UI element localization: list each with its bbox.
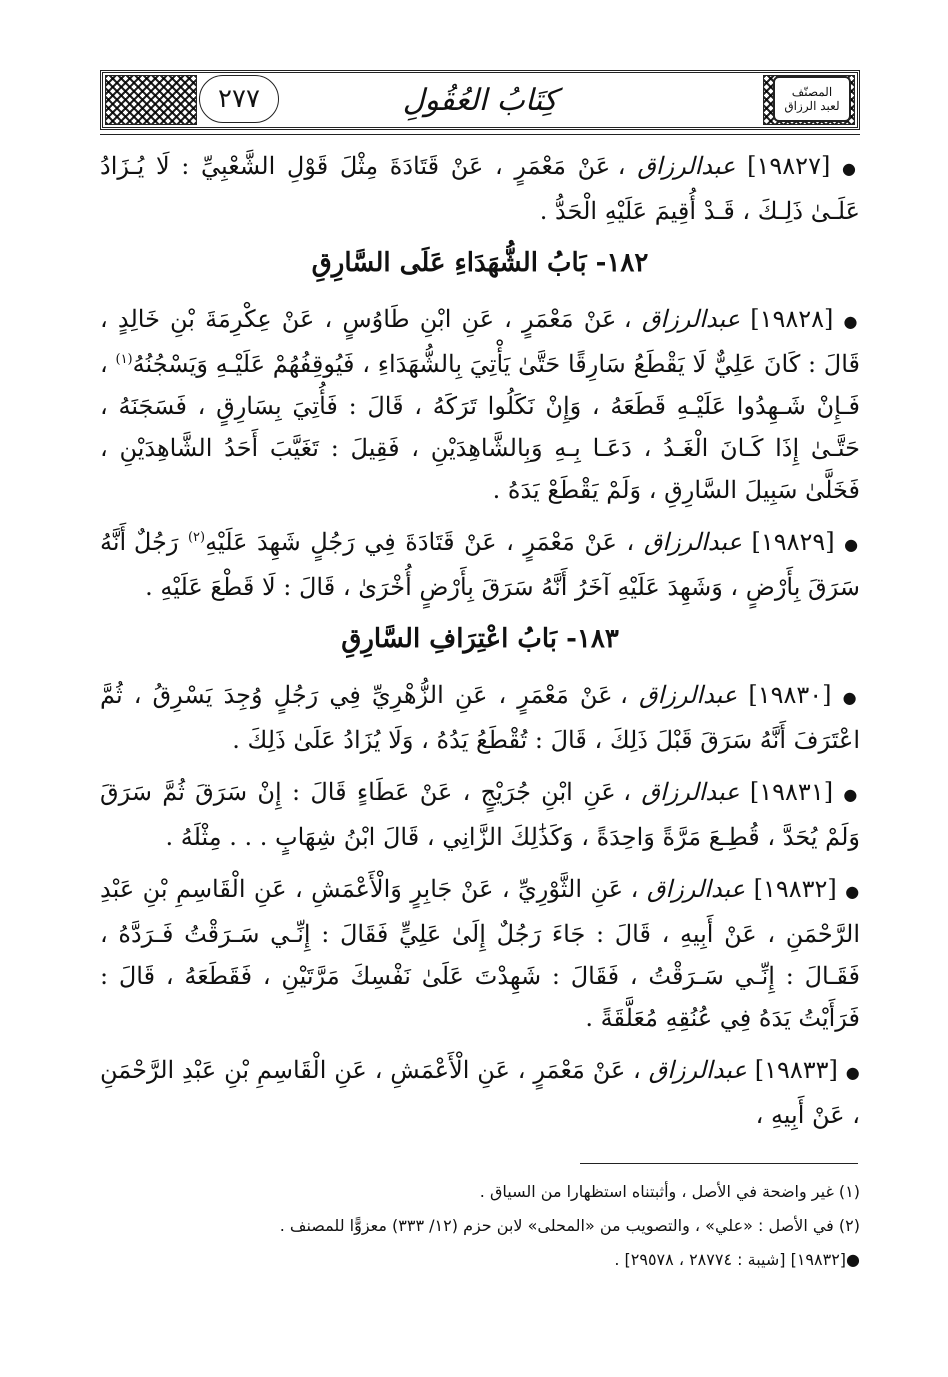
entry-text-part-a: ، عَنْ مَعْمَرٍ ، عَنِ ابْنِ طَاوُسٍ ، عَنْ عِكْرِمَةَ بْنِ خَالِدٍ ، قَالَ : كَانَ عَلِيٌّ لَا يَقْطَعُ سَارِقًا حَتَّىٰ يَأْتِيَ بِالشُّهَدَاءِ ، فَيُوقِفُهُمْ عَلَيْـهِ وَيَسْجُنُهُ [100, 305, 860, 378]
footnote-1: (١) غير واضحة في الأصل ، وأثبتناه استظهارا من السياق . [479, 1182, 860, 1201]
footnote-ref-2[interactable]: (٢) [187, 530, 206, 545]
entry-author: عبدالرزاق [643, 528, 742, 556]
entry-author: عبدالرزاق [648, 1056, 747, 1084]
entry-text: ، عَنِ ابْنِ جُرَيْجٍ ، عَنْ عَطَاءٍ قَالَ : إِنْ سَرَقَ ثُمَّ سَرَقَ وَلَمْ يُحَدَّ ، قُطِـعَ مَرَّةً وَاحِدَةً ، وَكَذَٰلِكَ الزَّانِي ، قَالَ ابْنُ شِهَابٍ . . . مِثْلَهُ . [100, 778, 860, 851]
book-title: كِتَابُ العُقُولِ [402, 82, 558, 118]
entry-text-part-b: رَجُلٌ أَنَّهُ سَرَقَ بِأَرْضٍ ، وَشَهِدَ عَلَيْهِ آخَرُ أَنَّهُ سَرَقَ بِأَرْضٍ أُخْرَىٰ ، قَالَ : لَا قَطْعَ عَلَيْهِ . [100, 528, 860, 601]
entry-text: ، عَنِ الثَّوْرِيِّ ، عَنْ جَابِرٍ وَالْأَعْمَشِ ، عَنِ الْقَاسِمِ بْنِ عَبْدِ الرَّحْمَنِ ، عَنْ أَبِيهِ ، قَالَ : جَاءَ رَجُلٌ إِلَىٰ عَلِيٍّ فَقَالَ : إِنِّـي سَـرَقْتُ فَـرَدَّهُ ، فَقَـالَ : إِنِّـي سَـرَقْتُ ، فَقَالَ : شَهِدْتَ عَلَىٰ نَفْسِكَ مَرَّتَيْنِ ، فَقَطَعَهُ ، قَالَ : فَرَأَيْتُ يَدَهُ فِي عُنُقِهِ مُعَلَّقَةً . [100, 875, 860, 1032]
header-divider [100, 134, 860, 135]
hadith-entry-19827 [100, 145, 860, 232]
hadith-entry-19831 [100, 771, 860, 858]
hadith-entry-19832 [100, 868, 860, 1039]
hadith-entry-19828 [100, 298, 860, 511]
bullet-icon: ● [844, 535, 860, 554]
entry-text: ، عَنْ مَعْمَرٍ ، عَنِ الزُّهْرِيِّ فِي رَجُلٍ وُجِدَ يَسْرِقُ ، ثُمَّ اعْتَرَفَ أَنَّهُ سَرَقَ قَبْلَ ذَلِكَ ، قَالَ : تُقْطَعُ يَدُهُ ، وَلَا يُزَادُ عَلَىٰ ذَلِكَ . [100, 681, 860, 754]
entry-author: عبدالرزاق [641, 305, 741, 333]
footnote-divider [580, 1163, 858, 1164]
entry-number: [١٩٨٢٧] [747, 152, 831, 180]
bullet-icon: ● [845, 1063, 860, 1082]
header-ornament-left [105, 75, 197, 125]
footnotes [100, 1175, 860, 1277]
entry-text: ، عَنْ مَعْمَرٍ ، عَنْ قَتَادَةَ مِثْلَ قَوْلِ الشَّعْبِيِّ : لَا يُـزَادُ عَلَـىٰ ذَلِـكَ ، قَـدْ أُقِيمَ عَلَيْهِ الْحَدُّ . [100, 152, 860, 225]
footnote-ref-1[interactable]: (١) [115, 352, 133, 367]
seal-line-2: لعبد الرزاق [784, 99, 840, 113]
bullet-icon: ● [842, 688, 860, 707]
page-number: ٢٧٧ [199, 75, 279, 123]
entry-author: عبدالرزاق [637, 152, 736, 180]
entry-author: عبدالرزاق [646, 875, 746, 903]
book-seal-logo [773, 76, 851, 122]
entry-number: [١٩٨٢٩] [751, 528, 835, 556]
chapter-heading-183: ١٨٣- بَابُ اعْتِرَافِ السَّارِقِ [341, 624, 619, 654]
entry-text-part-b: ، فَـإِنْ شَـهِدُوا عَلَيْـهِ قَطَعَهُ ، وَإِنْ نَكَلُوا تَرَكَهُ ، قَالَ : فَأُتِيَ بِسَارِقٍ ، فَسَجَنَهُ ، حَتَّـىٰ إِذَا كَـانَ الْغَـدُ ، دَعَـا بِـهِ وَبِالشَّاهِدَيْنِ ، فَقِيلَ : تَغَيَّبَ أَحَدُ الشَّاهِدَيْنِ ، فَخَلَّىٰ سَبِيلَ السَّارِقِ ، وَلَمْ يَقْطَعْ يَدَهُ . [100, 350, 861, 504]
footnote-3: ●[١٩٨٣٢] [شيبة : ٢٨٧٧٤ ، ٢٩٥٧٨] . [614, 1250, 860, 1269]
chapter-heading-182: ١٨٢- بَابُ الشُّهَدَاءِ عَلَى السَّارِقِ [311, 248, 649, 278]
footnote-2: (٢) في الأصل : «علي» ، والتصويب من «المحلى» لابن حزم (١٢/ ٣٣٣) معزوًّا للمصنف . [279, 1216, 860, 1235]
bullet-icon: ● [841, 159, 860, 178]
seal-line-1: المصنّف [791, 85, 833, 99]
entry-number: [١٩٨٣٣] [754, 1056, 838, 1084]
entry-number: [١٩٨٢٨] [750, 305, 834, 333]
main-text [100, 145, 860, 1146]
hadith-entry-19830 [100, 674, 860, 761]
entry-author: عبدالرزاق [641, 778, 740, 806]
bullet-icon: ● [843, 785, 860, 804]
entry-author: عبدالرزاق [638, 681, 738, 709]
page-header [100, 70, 860, 130]
bullet-icon: ● [843, 312, 860, 331]
entry-number: [١٩٨٣٢] [753, 875, 837, 903]
bullet-icon: ● [845, 882, 860, 901]
entry-text-part-a: ، عَنْ مَعْمَرٍ ، عَنْ قَتَادَةَ فِي رَجُلٍ شَهِدَ عَلَيْهِ [205, 528, 635, 556]
hadith-entry-19833 [100, 1049, 860, 1136]
entry-number: [١٩٨٣٠] [748, 681, 832, 709]
entry-number: [١٩٨٣١] [749, 778, 834, 806]
hadith-entry-19829 [100, 521, 860, 608]
entry-text: ، عَنْ مَعْمَرٍ ، عَنِ الْأَعْمَشِ ، عَنِ الْقَاسِمِ بْنِ عَبْدِ الرَّحْمَنِ ، عَنْ أَبِيهِ ، [100, 1056, 860, 1129]
